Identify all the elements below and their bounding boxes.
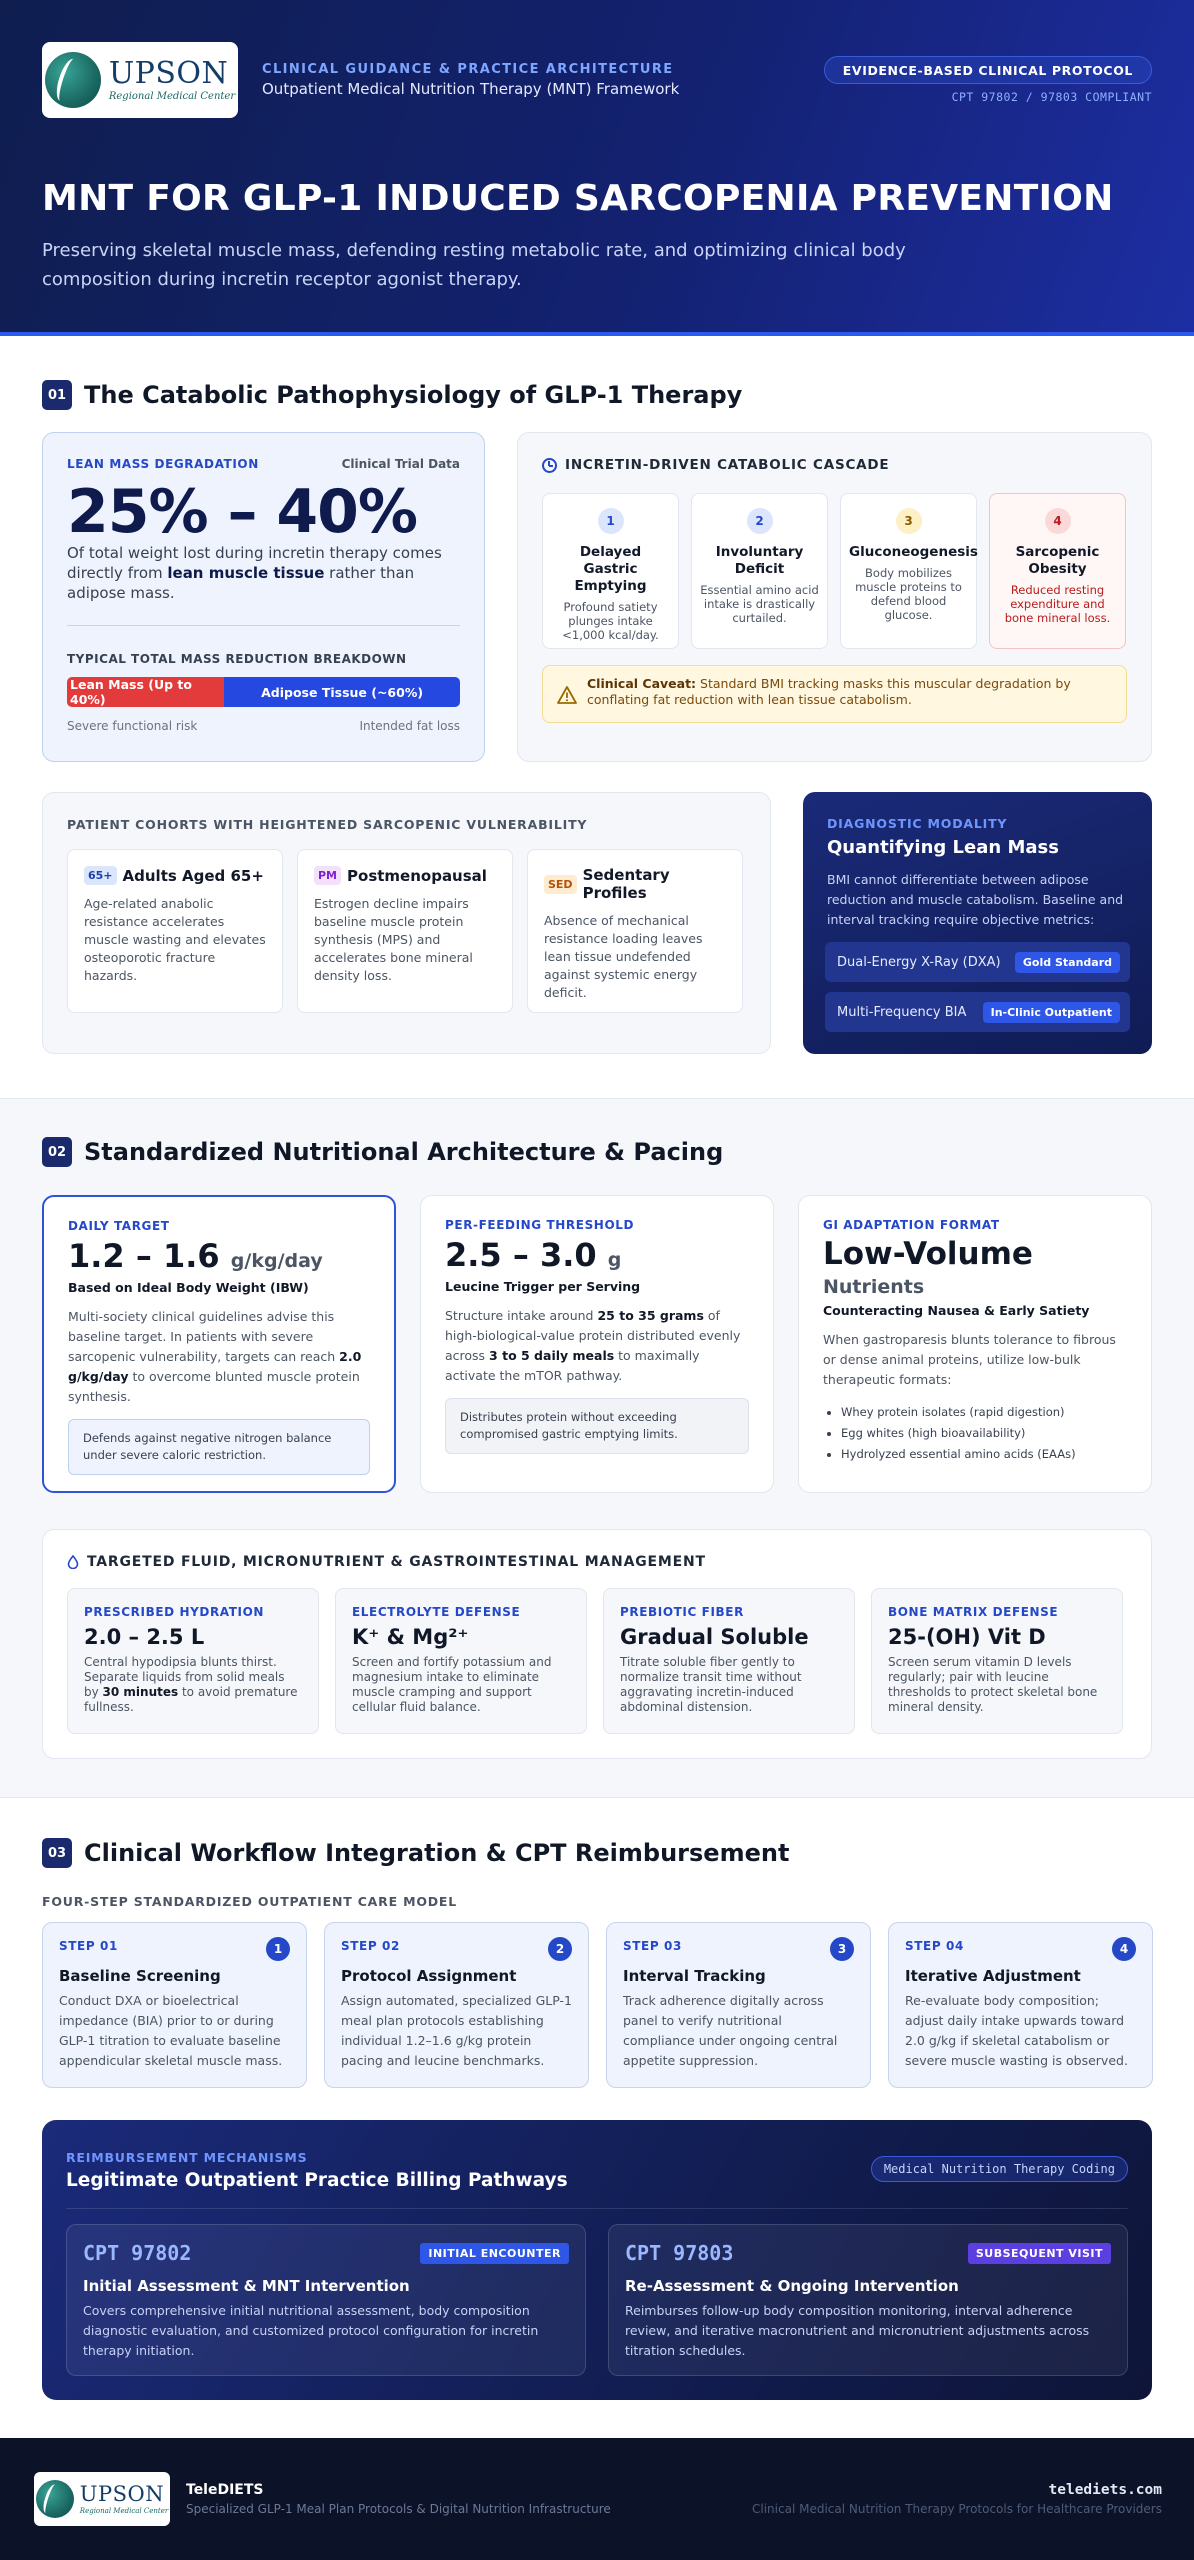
lean-mass-segment: Lean Mass (Up to 40%) — [67, 677, 224, 707]
warning-icon — [557, 686, 577, 704]
lean-description: Of total weight lost during incretin therapy comes directly from lean muscle tissue rather than adipose mass. — [67, 544, 442, 602]
workflow-step — [888, 1922, 1153, 2088]
catabolic-cascade-card — [517, 432, 1152, 762]
step-description: Body mobilizes muscle proteins to defend blood glucose. — [855, 566, 962, 622]
desc-text: to avoid premature fullness. — [84, 1685, 298, 1714]
step-label: STEP 04 — [905, 1939, 964, 1953]
feeding-eyebrow: PER-FEEDING THRESHOLD — [445, 1218, 635, 1232]
page-header — [0, 0, 1194, 336]
section-title: The Catabolic Pathophysiology of GLP-1 Therapy — [84, 381, 743, 409]
fluid-list — [67, 1588, 1123, 1734]
encounter-tag: SUBSEQUENT VISIT — [968, 2243, 1111, 2264]
logo-subtitle: Regional Medical Center — [108, 90, 236, 102]
bar-left-note: Severe functional risk — [67, 719, 198, 733]
diagnostic-modality-card — [803, 792, 1152, 1054]
cohort-list — [67, 849, 743, 1013]
workflow-step — [42, 1922, 307, 2088]
step-title: Sarcopenic Obesity — [1015, 544, 1100, 577]
diagnostic-title: Quantifying Lean Mass — [827, 837, 1059, 858]
footer-tagline: Specialized GLP-1 Meal Plan Protocols & Digital Nutrition Infrastructure — [186, 2502, 611, 2516]
cpt-97802-card — [66, 2224, 586, 2376]
lean-percentage: 25% – 40% — [67, 477, 418, 547]
cohort-description: Age-related anabolic resistance accelerates muscle wasting and elevates osteoporotic fracture hazards. — [84, 896, 266, 983]
cpt-title: Re-Assessment & Ongoing Intervention — [625, 2277, 959, 2295]
gi-format-card — [798, 1195, 1152, 1493]
list-item: • Hydrolyzed essential amino acids (EAAs) — [841, 1444, 1127, 1465]
footer-note: Clinical Medical Nutrition Therapy Protocols for Healthcare Providers — [752, 2502, 1162, 2516]
modality-name: Dual-Energy X-Ray (DXA) — [837, 954, 1001, 970]
step-title: Baseline Screening — [59, 1967, 221, 1985]
step-number: 2 — [747, 508, 773, 534]
format-list — [823, 1402, 1127, 1465]
workflow-step — [324, 1922, 589, 2088]
modality-dxa — [825, 942, 1130, 982]
cascade-step — [989, 493, 1126, 649]
feeding-note: Distributes protein without exceeding compromised gastric emptying limits. — [445, 1398, 749, 1454]
reimbursement-panel — [42, 2120, 1152, 2400]
micronutrient-card — [871, 1588, 1123, 1734]
lean-mass-card — [42, 432, 485, 762]
protocol-badge: EVIDENCE-BASED CLINICAL PROTOCOL — [824, 56, 1152, 84]
list-item: • Egg whites (high bioavailability) — [841, 1423, 1127, 1444]
divider — [66, 2208, 1128, 2209]
section-workflow-cpt — [0, 1798, 1194, 2438]
step-description: Track adherence digitally across panel to verify nutritional compliance under ongoing central appetite suppression. — [623, 1993, 838, 2068]
step-number: 3 — [896, 508, 922, 534]
micronutrient-card — [335, 1588, 587, 1734]
upson-emblem-icon — [45, 52, 101, 108]
cohort-card — [67, 849, 283, 1013]
website-link[interactable]: telediets.com — [1048, 2482, 1162, 2498]
cohort-name: Adults Aged 65+ — [122, 866, 264, 885]
modality-badge: Gold Standard — [1015, 952, 1120, 973]
micronutrient-eyebrow: BONE MATRIX DEFENSE — [888, 1605, 1059, 1619]
feeding-trigger: Leucine Trigger per Serving — [445, 1279, 641, 1294]
footer-brand: TeleDIETS — [186, 2482, 264, 2498]
logo-wordmark: UPSON — [79, 2481, 165, 2506]
step-number: 4 — [1045, 508, 1071, 534]
page-lede: Preserving skeletal muscle mass, defending resting metabolic rate, and optimizing clinical body composition during incretin receptor agonist therapy. — [42, 240, 906, 290]
format-eyebrow: GI ADAPTATION FORMAT — [823, 1218, 1000, 1232]
section-title: Clinical Workflow Integration & CPT Reimbursement — [84, 1839, 790, 1867]
micronutrient-card — [67, 1588, 319, 1734]
workflow-step — [606, 1922, 871, 2088]
step-description: Re-evaluate body composition; adjust daily intake upwards toward 2.0 g/kg if skeletal catabolism or severe muscle wasting is observed. — [905, 1993, 1128, 2068]
cpt-97803-card — [608, 2224, 1128, 2376]
cohort-card — [297, 849, 513, 1013]
cohorts-title: PATIENT COHORTS WITH HEIGHTENED SARCOPENIC VULNERABILITY — [67, 817, 588, 832]
cascade-step — [691, 493, 828, 649]
section-1-heading — [42, 380, 742, 410]
encounter-tag: INITIAL ENCOUNTER — [420, 2243, 569, 2264]
cpt-compliance-note: CPT 97802 / 97803 COMPLIANT — [951, 90, 1152, 104]
step-description: Profound satiety plunges intake <1,000 kcal/day. — [562, 600, 659, 642]
diagnostic-eyebrow: DIAGNOSTIC MODALITY — [827, 816, 1008, 831]
fluid-title: TARGETED FLUID, MICRONUTRIENT & GASTROINTESTINAL MANAGEMENT — [87, 1554, 706, 1570]
micronutrient-card — [603, 1588, 855, 1734]
section-pathophysiology — [0, 336, 1194, 1098]
step-number-badge: 3 — [830, 1937, 854, 1961]
micronutrient-description — [888, 1655, 1106, 1715]
patient-cohorts-card — [42, 792, 771, 1054]
step-number: 1 — [598, 508, 624, 534]
header-eyebrow: CLINICAL GUIDANCE & PRACTICE ARCHITECTURE — [262, 62, 674, 77]
daily-target-value: 1.2 – 1.6 g/kg/day — [68, 1237, 323, 1275]
cpt-title: Initial Assessment & MNT Intervention — [83, 2277, 410, 2295]
step-title: Iterative Adjustment — [905, 1967, 1081, 1985]
cascade-heading — [542, 457, 889, 473]
workflow-steps — [42, 1922, 1153, 2088]
format-subtitle: Nutrients — [823, 1276, 925, 1298]
step-label: STEP 01 — [59, 1939, 118, 1953]
cohort-chip: PM — [314, 866, 341, 885]
breakdown-label: TYPICAL TOTAL MASS REDUCTION BREAKDOWN — [67, 652, 407, 666]
micronutrient-value: K⁺ & Mg²⁺ — [352, 1625, 469, 1649]
page-title: MNT FOR GLP-1 INDUCED SARCOPENIA PREVENTION — [42, 178, 1114, 219]
header-subtitle: Outpatient Medical Nutrition Therapy (MNT) Framework — [262, 80, 680, 98]
lean-eyebrow: LEAN MASS DEGRADATION — [67, 457, 259, 471]
desc-text: Central hypodipsia blunts thirst. Separate liquids from solid meals by — [84, 1655, 285, 1699]
fluid-management-card — [42, 1529, 1152, 1759]
cohort-chip: 65+ — [84, 866, 117, 885]
cpt-description: Reimburses follow-up body composition monitoring, interval adherence review, and iterative macronutrient and micronutrient adjustments across titration schedules. — [625, 2303, 1090, 2358]
step-title: Interval Tracking — [623, 1967, 766, 1985]
cohort-title — [544, 866, 726, 902]
reimbursement-title: Legitimate Outpatient Practice Billing Pathways — [66, 2170, 568, 2191]
daily-target-basis: Based on Ideal Body Weight (IBW) — [68, 1280, 309, 1295]
step-title: Delayed Gastric Emptying — [574, 544, 647, 594]
logo-subtitle: Regional Medical Center — [79, 2506, 169, 2515]
daily-eyebrow: DAILY TARGET — [68, 1219, 170, 1233]
cascade-steps — [542, 493, 1126, 649]
clock-icon — [542, 458, 557, 473]
droplet-icon — [67, 1555, 79, 1569]
diagnostic-description: BMI cannot differentiate between adipose reduction and muscle catabolism. Baseline and interval tracking require objective metrics: — [827, 872, 1124, 927]
per-feeding-card — [420, 1195, 774, 1493]
fluid-heading — [67, 1554, 706, 1570]
upson-logo — [42, 42, 238, 118]
desc-text: Titrate soluble fiber gently to normalize transit time without aggravating incretin-induced abdominal distension. — [620, 1655, 802, 1714]
cascade-title: INCRETIN-DRIVEN CATABOLIC CASCADE — [565, 457, 890, 473]
cohort-title — [314, 866, 496, 885]
footer-logo — [34, 2472, 170, 2526]
step-number-badge: 2 — [548, 1937, 572, 1961]
desc-bold: 30 minutes — [102, 1685, 179, 1699]
cascade-step — [542, 493, 679, 649]
daily-target-card — [42, 1195, 396, 1493]
feeding-value: 2.5 – 3.0 g — [445, 1236, 622, 1274]
section-2-heading — [42, 1137, 723, 1167]
step-description: Essential amino acid intake is drastically curtailed. — [700, 583, 819, 625]
cohort-chip: SED — [544, 875, 577, 894]
cohort-description: Estrogen decline impairs baseline muscle protein synthesis (MPS) and accelerates bone mineral density loss. — [314, 896, 473, 983]
daily-target-description: Multi-society clinical guidelines advise this baseline target. In patients with severe sarcopenic vulnerability, targets can reach 2.0 g/kg/day to overcome blunted muscle protein synthesis. — [68, 1309, 362, 1404]
daily-target-note: Defends against negative nitrogen balance under severe caloric restriction. — [68, 1419, 370, 1475]
micronutrient-description — [620, 1655, 838, 1715]
section-number: 02 — [42, 1137, 72, 1167]
section-number: 01 — [42, 380, 72, 410]
micronutrient-eyebrow: ELECTROLYTE DEFENSE — [352, 1605, 521, 1619]
upson-emblem-icon — [36, 2480, 74, 2518]
clinical-caveat: Clinical Caveat: Standard BMI tracking masks this muscular degradation by conflating fat reduction with lean tissue catabolism. — [542, 665, 1127, 723]
cohort-name: Sedentary Profiles — [582, 866, 670, 902]
bar-right-note: Intended fat loss — [359, 719, 460, 733]
workflow-label: FOUR-STEP STANDARDIZED OUTPATIENT CARE MODEL — [42, 1894, 458, 1909]
step-description: Reduced resting expenditure and bone mineral loss. — [1004, 583, 1111, 625]
mnt-coding-badge: Medical Nutrition Therapy Coding — [871, 2156, 1128, 2182]
micronutrient-value: 2.0 – 2.5 L — [84, 1625, 205, 1649]
cohort-description: Absence of mechanical resistance loading leaves lean tissue undefended against systemic energy deficit. — [544, 913, 703, 1000]
format-purpose: Counteracting Nausea & Early Satiety — [823, 1303, 1090, 1318]
section-title: Standardized Nutritional Architecture & Pacing — [84, 1138, 724, 1166]
cpt-code: CPT 97802 — [83, 2241, 192, 2265]
clinical-trial-tag: Clinical Trial Data — [341, 457, 460, 471]
format-title: Low-Volume — [823, 1236, 1033, 1272]
format-description: When gastroparesis blunts tolerance to fibrous or dense animal proteins, utilize low-bulk therapeutic formats: — [823, 1332, 1116, 1387]
cpt-code: CPT 97803 — [625, 2241, 734, 2265]
mass-breakdown-bar — [67, 677, 460, 707]
section-3-heading — [42, 1838, 789, 1868]
micronutrient-eyebrow: PRESCRIBED HYDRATION — [84, 1605, 265, 1619]
cohort-card — [527, 849, 743, 1013]
step-title: Involuntary Deficit — [715, 544, 804, 577]
divider — [67, 625, 460, 626]
cohort-title — [84, 866, 266, 885]
step-title: Protocol Assignment — [341, 1967, 517, 1985]
reimbursement-eyebrow: REIMBURSEMENT MECHANISMS — [66, 2150, 308, 2165]
cpt-description: Covers comprehensive initial nutritional assessment, body composition diagnostic evaluation, and customized protocol configuration for incretin therapy initiation. — [83, 2303, 539, 2358]
cohort-name: Postmenopausal — [347, 866, 487, 885]
feeding-description: Structure intake around 25 to 35 grams of high-biological-value protein distributed evenly across 3 to 5 daily meals to maximally activate the mTOR pathway. — [445, 1308, 741, 1383]
modality-name: Multi-Frequency BIA — [837, 1004, 967, 1020]
step-number-badge: 1 — [266, 1937, 290, 1961]
desc-text: Screen serum vitamin D levels regularly; pair with leucine thresholds to protect skeletal bone mineral density. — [888, 1655, 1098, 1714]
step-description: Conduct DXA or bioelectrical impedance (BIA) prior to or during GLP-1 titration to evaluate baseline appendicular skeletal muscle mass. — [59, 1993, 283, 2068]
modality-badge: In-Clinic Outpatient — [983, 1002, 1120, 1023]
cascade-step — [840, 493, 977, 649]
step-title: Gluconeogenesis — [849, 544, 978, 560]
step-number-badge: 4 — [1112, 1937, 1136, 1961]
micronutrient-description — [84, 1655, 302, 1715]
logo-wordmark: UPSON — [108, 55, 229, 91]
step-description: Assign automated, specialized GLP-1 meal plan protocols establishing individual 1.2–1.6 g/kg protein pacing and leucine benchmarks. — [341, 1993, 572, 2068]
modality-bia — [825, 992, 1130, 1032]
micronutrient-value: 25-(OH) Vit D — [888, 1625, 1046, 1649]
step-label: STEP 02 — [341, 1939, 400, 1953]
micronutrient-eyebrow: PREBIOTIC FIBER — [620, 1605, 744, 1619]
adipose-segment: Adipose Tissue (~60%) — [224, 677, 460, 707]
desc-text: Screen and fortify potassium and magnesium intake to eliminate muscle cramping and support cellular fluid balance. — [352, 1655, 552, 1714]
list-item: • Whey protein isolates (rapid digestion) — [841, 1402, 1127, 1423]
section-nutritional-architecture — [0, 1098, 1194, 1798]
micronutrient-value: Gradual Soluble — [620, 1625, 809, 1649]
page-footer — [0, 2438, 1194, 2560]
section-number: 03 — [42, 1838, 72, 1868]
micronutrient-description — [352, 1655, 570, 1715]
step-label: STEP 03 — [623, 1939, 682, 1953]
